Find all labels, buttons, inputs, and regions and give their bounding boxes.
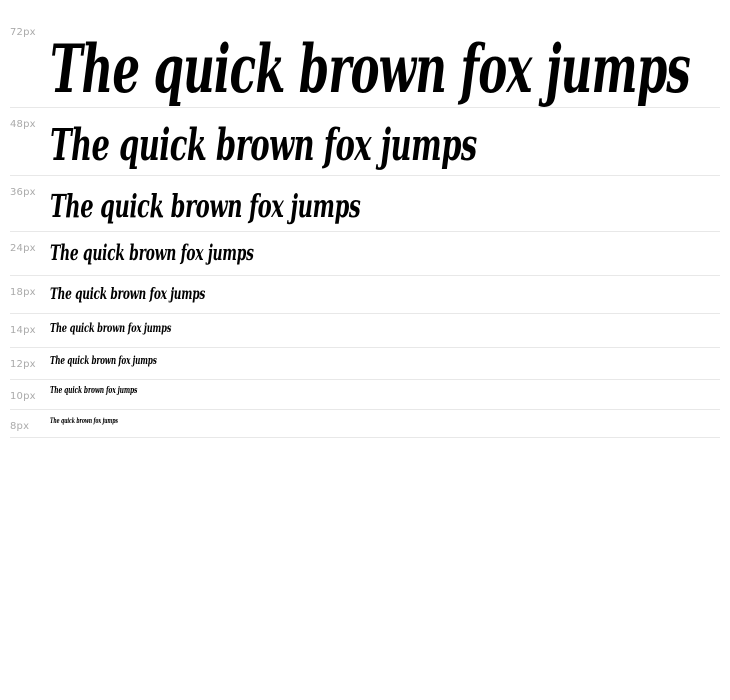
size-label: 10px xyxy=(10,391,36,402)
waterfall-row-10 xyxy=(10,380,720,410)
waterfall-row-18 xyxy=(10,276,720,314)
waterfall-row-72 xyxy=(10,0,720,108)
waterfall-row-12 xyxy=(10,348,720,380)
sample-text: The quick brown fox jumps xyxy=(50,386,138,396)
size-label: 24px xyxy=(10,243,36,254)
sample-text: The quick brown fox jumps xyxy=(50,354,157,367)
waterfall-row-24 xyxy=(10,232,720,276)
sample-text: The quick brown fox jumps xyxy=(50,30,690,108)
waterfall-row-14 xyxy=(10,314,720,348)
waterfall-row-8 xyxy=(10,410,720,438)
size-label: 12px xyxy=(10,359,36,370)
size-label: 14px xyxy=(10,325,36,336)
sample-text: The quick brown fox jumps xyxy=(50,416,118,425)
size-label: 48px xyxy=(10,119,36,130)
size-label: 72px xyxy=(10,27,36,38)
waterfall-row-48 xyxy=(10,108,720,176)
sample-text: The quick brown fox jumps xyxy=(50,120,477,171)
size-label: 8px xyxy=(10,421,30,432)
sample-text: The quick brown fox jumps xyxy=(50,284,206,303)
size-label: 36px xyxy=(10,187,36,198)
sample-text: The quick brown fox jumps xyxy=(50,187,361,225)
sample-text: The quick brown fox jumps xyxy=(50,320,172,335)
waterfall-row-36 xyxy=(10,176,720,232)
size-label: 18px xyxy=(10,287,36,298)
sample-text: The quick brown fox jumps xyxy=(50,240,254,265)
font-waterfall-sheet xyxy=(10,0,720,438)
